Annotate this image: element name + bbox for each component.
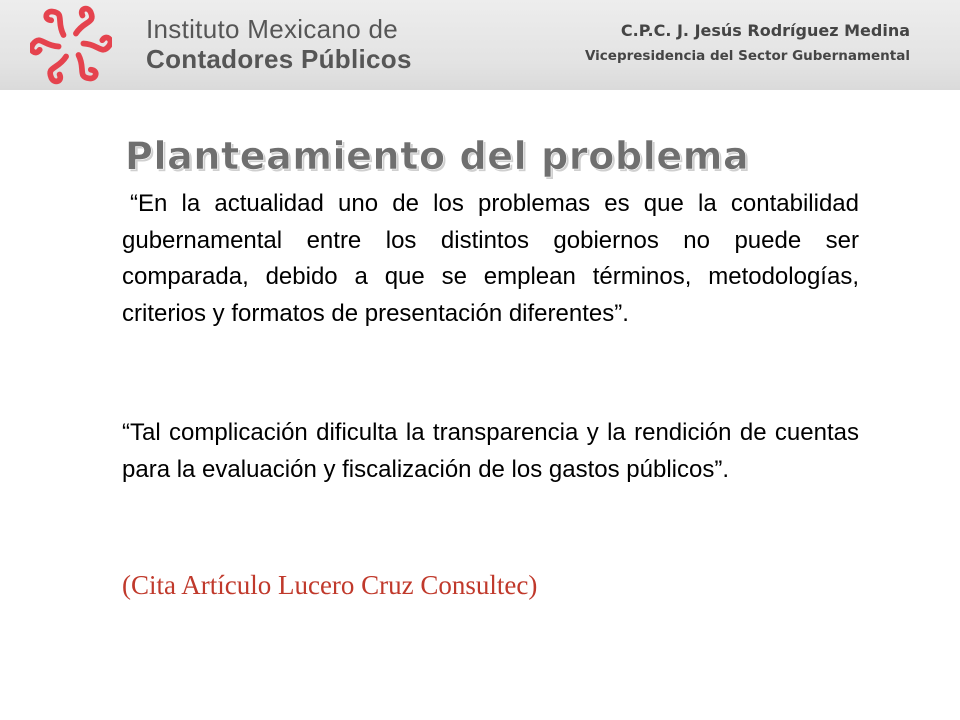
logo-swirl — [50, 56, 66, 81]
citation: (Cita Artículo Lucero Cruz Consultec) — [122, 570, 538, 600]
presenter-info — [585, 18, 910, 68]
organization-name — [146, 14, 412, 74]
logo-swirl — [42, 9, 72, 35]
slide-title: Planteamiento del problema — [125, 134, 750, 178]
logo-swirl — [30, 33, 59, 59]
quote-paragraph-2: “Tal complicación dificulta la transparencia y la rendición de cuentas para la evaluación y fiscalización de los gastos públicos”. — [122, 419, 859, 483]
presenter-name: C.P.C. J. Jesús Rodríguez Medina — [620, 21, 910, 40]
logo-swirl — [83, 31, 112, 57]
org-name-line2: Contadores Públicos — [146, 44, 412, 74]
quote-paragraph-1: “En la actualidad uno de los problemas es que la contabilidad gubernamental entre los distintos gobiernos no puede ser comparada, debido a que se emplean términos, metodologías, criterios y formatos de presentación diferentes”. — [122, 190, 859, 327]
org-name-line1: Instituto Mexicano de — [146, 14, 398, 44]
presenter-role: Vicepresidencia del Sector Gubernamental — [584, 48, 910, 64]
imcp-logo-icon — [30, 4, 112, 86]
logo-swirl — [76, 9, 92, 34]
logo-swirl — [71, 55, 101, 81]
